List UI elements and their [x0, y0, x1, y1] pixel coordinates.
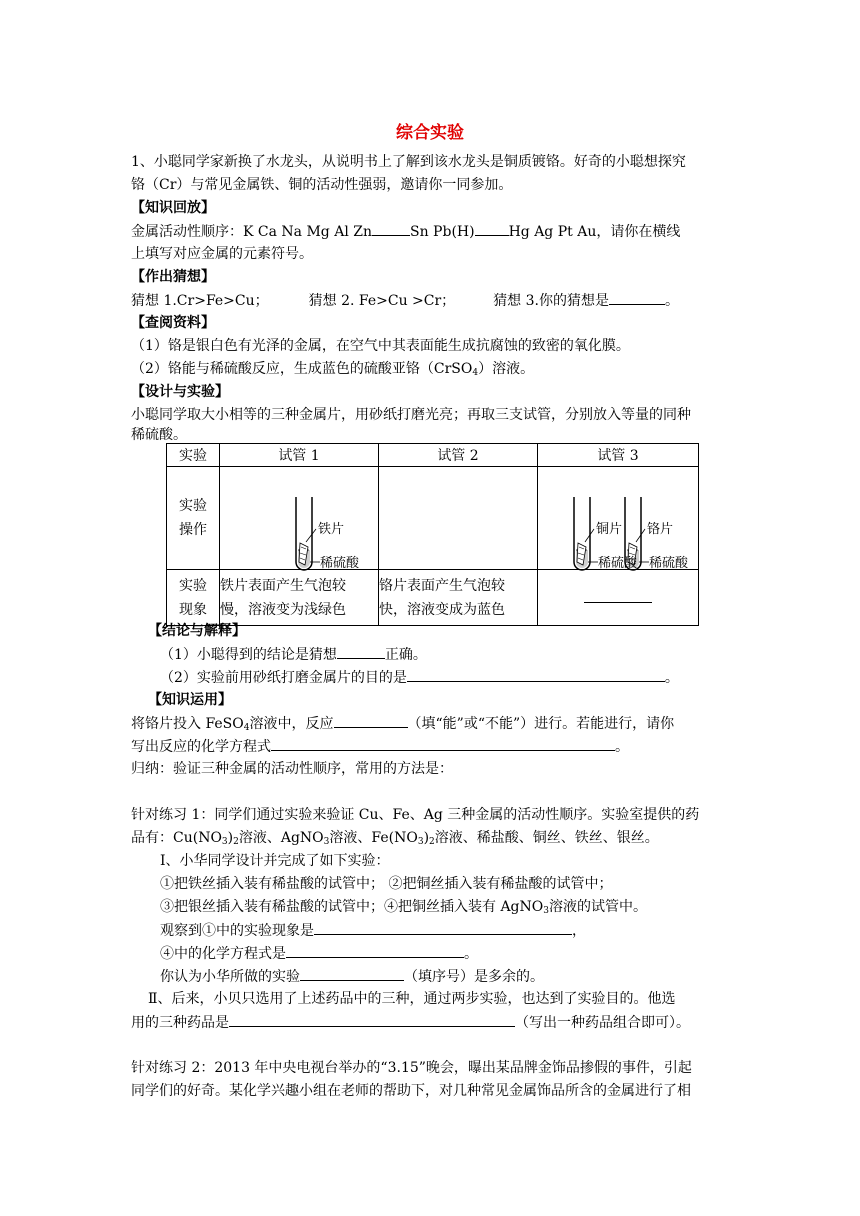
tube1-observation-b: 慢，溶液变为浅绿色 — [220, 601, 346, 618]
reference-2-sub: 4 — [472, 368, 479, 378]
blank-activity-1[interactable] — [372, 221, 410, 236]
hypothesis-2: 猜想 2. Fe>Cu >Cr； — [308, 293, 456, 309]
blank-conclusion-1[interactable] — [337, 644, 385, 659]
p1-l2-e: ) — [423, 830, 430, 846]
tube3-acid-label: 稀硫酸 — [598, 556, 638, 571]
table-header-experiment: 实验 — [167, 444, 220, 467]
conclusion-1 — [160, 644, 427, 665]
p1-l2-c: 溶液、AgNO — [238, 830, 324, 846]
tube1-observation — [220, 570, 379, 626]
activity-series-a: 金属活动性顺序：K Ca Na Mg Al Zn — [131, 224, 372, 240]
blank-equation[interactable] — [271, 736, 615, 751]
p1-l2-s5: 2 — [429, 837, 435, 847]
row-label-observation — [167, 570, 220, 626]
reference-1: （1）铬是银白色有光泽的金属，在空气中其表面能生成抗腐蚀的致密的氧化膜。 — [131, 338, 630, 354]
test-tube-1-illustration — [220, 467, 378, 571]
blank-conclusion-2[interactable] — [407, 667, 665, 682]
p1-l2-s1: 3 — [221, 837, 228, 847]
tube1-acid-label: 稀硫酸 — [320, 556, 360, 571]
practice1-line1: 针对练习 1：同学们通过实验来验证 Cu、Fe、Ag 三种金属的活动性顺序。实验室提供的药 — [131, 807, 700, 823]
p1-l7-b: 。 — [464, 946, 478, 962]
conclusion-2-a: （2）实验前用砂纸打磨金属片的目的是 — [160, 670, 407, 686]
q1-intro-line2: 铬（Cr）与常见金属铁、铜的活动性强弱，邀请你一同参加。 — [131, 177, 513, 193]
application-a: 将铬片投入 FeSO — [131, 716, 244, 732]
p1-l2-b: ) — [227, 830, 234, 846]
tube1-metal-label: 铁片 — [318, 522, 345, 537]
row-label-operation-1: 实验 — [179, 498, 207, 514]
practice1-redundant — [160, 966, 544, 987]
activity-series-c: Hg Ag Pt Au，请你在横线 — [508, 224, 681, 240]
activity-series-line — [131, 221, 680, 242]
experiment-table — [166, 443, 699, 626]
p1-l10-b: （写出一种药品组合即可）。 — [515, 1015, 690, 1031]
activity-series-b: Sn Pb(H) — [410, 224, 475, 240]
application-sub: 4 — [243, 723, 250, 733]
application-2-b: 。 — [615, 739, 629, 755]
blank-hypothesis-3[interactable] — [609, 290, 665, 305]
conclusion-1-a: （1）小聪得到的结论是猜想 — [160, 647, 337, 663]
p1-l2-a: 品有：Cu(NO — [131, 830, 222, 846]
p1-l2-d: 溶液、Fe(NO — [329, 830, 418, 846]
heading-reference: 【查阅资料】 — [131, 315, 215, 331]
p1-l7-a: ④中的化学方程式是 — [160, 946, 286, 962]
blank-reagents[interactable] — [229, 1012, 515, 1027]
practice2-line1: 针对练习 2：2013 年中央电视台举办的“3.15”晚会，曝出某品牌金饰品掺假的事件，引起 — [131, 1060, 692, 1076]
tube3-metal-label: 铜片 — [596, 522, 623, 537]
p1-l10-a: 用的三种药品是 — [131, 1015, 229, 1031]
tube1-observation-a: 铁片表面产生气泡较 — [220, 577, 346, 594]
p1-l2-f: 溶液、稀盐酸、铜丝、铁丝、银丝。 — [434, 830, 659, 846]
practice1-experiments-1-2: ①把铁丝插入装有稀盐酸的试管中； ②把铜丝插入装有稀盐酸的试管中； — [160, 876, 613, 892]
heading-conclusion: 【结论与解释】 — [148, 623, 246, 639]
tube3-cell — [538, 467, 699, 570]
p1-l6-a: 观察到①中的实验现象是 — [160, 923, 314, 939]
design-line2: 稀硫酸。 — [131, 427, 187, 443]
tube2-acid-label: 稀硫酸 — [649, 556, 689, 571]
p1-l5-sub: 3 — [543, 906, 549, 916]
practice1-part1-heading: Ⅰ、小华同学设计并完成了如下实验： — [160, 853, 390, 869]
q1-intro-line1: 1、小聪同学家新换了水龙头，从说明书上了解到该水龙头是铜质镀铬。好奇的小聪想探究 — [131, 154, 686, 170]
row-label-observation-1: 实验 — [179, 577, 207, 594]
p1-l2-s4: 3 — [417, 837, 424, 847]
reference-2-a: （2）铬能与稀硫酸反应，生成蓝色的硫酸亚铬（CrSO — [131, 361, 473, 377]
p1-l5-b: 溶液的试管中。 — [548, 899, 647, 915]
application-2-a: 写出反应的化学方程式 — [131, 739, 271, 755]
table-header-tube2: 试管 2 — [379, 444, 538, 467]
reference-2 — [131, 359, 534, 383]
heading-application: 【知识运用】 — [148, 692, 232, 708]
practice1-part2-line2 — [131, 1012, 690, 1033]
tube2-observation-a: 铬片表面产生气泡较 — [379, 577, 505, 594]
hypothesis-3-end: 。 — [665, 293, 679, 309]
row-label-observation-2: 现象 — [179, 601, 207, 618]
blank-redundant[interactable] — [300, 966, 404, 981]
hypothesis-3: 猜想 3.你的猜想是 — [493, 293, 609, 309]
practice2-line2: 同学们的好奇。某化学兴趣小组在老师的帮助下，对几种常见金属饰品所含的金属进行了相 — [131, 1083, 691, 1099]
blank-equation-4[interactable] — [286, 943, 464, 958]
summary-line: 归纳：验证三种金属的活动性顺序，常用的方法是： — [131, 761, 453, 777]
application-line2 — [131, 736, 629, 757]
reference-2-b: ）溶液。 — [478, 361, 535, 377]
hypothesis-line — [131, 290, 679, 311]
conclusion-2-b: 。 — [664, 670, 679, 686]
practice1-equation — [160, 943, 478, 964]
application-b: 溶液中，反应 — [249, 716, 334, 732]
blank-tube3-observation[interactable] — [584, 588, 652, 603]
p1-l2-s3: 3 — [323, 837, 330, 847]
heading-knowledge-review: 【知识回放】 — [131, 200, 215, 216]
application-c: （填“能”或“不能”）进行。若能进行，请你 — [407, 716, 675, 732]
blank-can-react[interactable] — [334, 713, 408, 728]
table-header-tube3: 试管 3 — [538, 444, 699, 467]
p1-l8-b: （填序号）是多余的。 — [404, 969, 544, 985]
tube2-observation-b: 快，溶液变成为蓝色 — [379, 601, 505, 618]
p1-l6-b: ， — [572, 923, 586, 939]
application-line1 — [131, 713, 674, 738]
row-label-operation — [167, 467, 220, 570]
tube2-metal-label: 铬片 — [647, 522, 674, 537]
activity-series-line2: 上填写对应金属的元素符号。 — [131, 246, 313, 262]
practice1-observe — [160, 920, 586, 941]
conclusion-2 — [160, 667, 679, 688]
conclusion-1-b: 正确。 — [384, 647, 427, 663]
p1-l2-s2: 2 — [233, 837, 239, 847]
tube1-cell — [220, 467, 379, 570]
practice1-part2-line1: Ⅱ、后来，小贝只选用了上述药品中的三种，通过两步实验，也达到了实验目的。他选 — [148, 991, 676, 1007]
practice1-line2 — [131, 828, 659, 852]
hypothesis-1: 猜想 1.Cr>Fe>Cu； — [131, 293, 269, 309]
row-label-operation-2: 操作 — [179, 522, 207, 538]
blank-observation-1[interactable] — [314, 920, 572, 935]
tube3-observation — [538, 570, 699, 626]
p1-l8-a: 你认为小华所做的实验 — [160, 969, 300, 985]
tube2-observation — [379, 570, 538, 626]
table-header-tube1: 试管 1 — [220, 444, 379, 467]
test-tube-3-illustration — [538, 467, 698, 571]
design-line1: 小聪同学取大小相等的三种金属片，用砂纸打磨光亮；再取三支试管，分别放入等量的同种 — [131, 407, 691, 423]
blank-activity-2[interactable] — [475, 221, 509, 236]
p1-l5-a: ③把银丝插入装有稀盐酸的试管中；④把铜丝插入装有 AgNO — [160, 899, 544, 915]
heading-design: 【设计与实验】 — [131, 384, 229, 400]
page-title: 综合实验 — [396, 123, 464, 143]
practice1-experiments-3-4 — [160, 897, 647, 921]
heading-hypothesis: 【作出猜想】 — [131, 269, 215, 285]
